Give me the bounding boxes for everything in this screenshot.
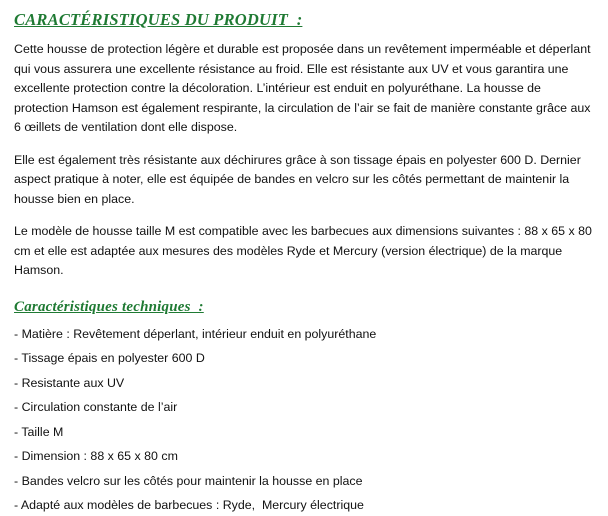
list-item: - Bandes velcro sur les côtés pour maintenir la housse en place — [14, 473, 363, 488]
list-item: - Matière : Revêtement déperlant, intérieur enduit en polyuréthane — [14, 326, 377, 341]
list-item: - Tissage épais en polyester 600 D — [14, 351, 205, 365]
product-paragraph-1: Cette housse de protection légère et durable est proposée dans un revêtement imperméable et déperlant qui vous assurera une excellente résistance au froid. Elle est résistante aux UV et vous garantira une excellente protection contre la décoloration. L’intérieur est enduit en polyuréthane. La housse de protection Hamson est également respirante, la circulation de l’air se fait de manière constante grâce aux 6 œillets de ventilation dont elle dispose. — [14, 42, 591, 134]
list-item: - Dimension : 88 x 65 x 80 cm — [14, 449, 178, 463]
technical-specs-list — [14, 325, 594, 516]
product-paragraph-2: Elle est également très résistante aux déchirures grâce à son tissage épais en polyester 600 D. Dernier aspect pratique à noter, elle est équipée de bandes en velcro sur les côtés permettant de maintenir la housse bien en place. — [14, 152, 581, 206]
technical-specs-title: Caractéristiques techniques : — [14, 298, 204, 315]
list-item: - Taille M — [14, 424, 64, 439]
list-item: - Resistante aux UV — [14, 375, 125, 390]
list-item: - Circulation constante de l’air — [14, 400, 178, 414]
product-paragraph-3: Le modèle de housse taille M est compatible avec les barbecues aux dimensions suivantes : 88 x 65 x 80 cm et elle est adaptée aux mesures des modèles Ryde et Mercury (version électrique) de la marque Hamson. — [14, 224, 592, 277]
list-item: - Adapté aux modèles de barbecues : Ryde, Mercury électrique — [14, 498, 364, 512]
page-title: CARACTÉRISTIQUES DU PRODUIT : — [14, 10, 303, 29]
